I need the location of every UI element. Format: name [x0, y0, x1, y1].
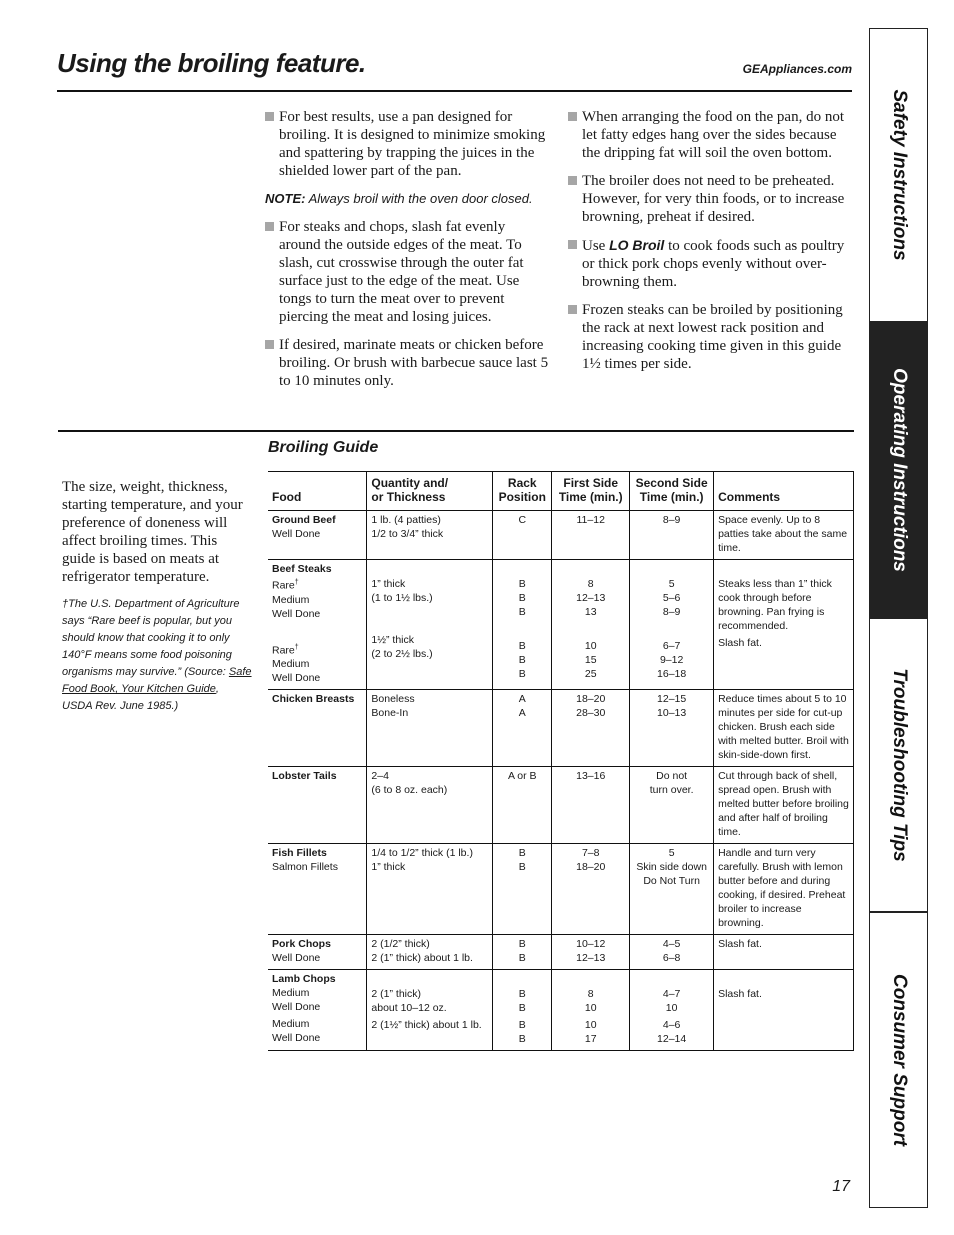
page-title: Using the broiling feature. — [57, 48, 366, 78]
tip-item: For best results, use a pan designed for broiling. It is designed to minimize smoking and spattering by trapping the juices in the shielded lower part of the pan. — [265, 108, 550, 180]
section-sidebar — [869, 28, 928, 1208]
tip-item: Frozen steaks can be broiled by positioning the rack at next lowest rack position and increasing cooking time given in this guide 1½ times per side. — [568, 301, 853, 373]
table-row: Ground Beef Well Done 1 lb. (4 patties) 1/2 to 3/4” thick C 11–12 8–9 Space evenly. Up to 8 patties take about the same time. — [268, 511, 854, 560]
table-header-row — [268, 472, 854, 511]
header-rule — [57, 90, 852, 92]
page-number: 17 — [832, 1178, 850, 1195]
header-comments: Comments — [714, 472, 854, 511]
tip-item: When arranging the food on the pan, do not let fatty edges hang over the sides because the dripping fat will soil the oven bottom. — [568, 108, 853, 162]
bullet-square-icon — [568, 176, 577, 185]
table-row: Lobster Tails 2–4 (6 to 8 oz. each) A or B 13–16 Do not turn over. Cut through back of shell, spread open. Brush with melted butter before broiling and after half of broiling time. — [268, 767, 854, 844]
section-rule — [58, 430, 854, 432]
bullet-square-icon — [265, 340, 274, 349]
website-link[interactable]: GEAppliances.com — [742, 62, 852, 76]
table-row: Lamb Chops Medium Well Done Medium Well Done 2 (1” thick) about 10–12 oz. 2 (1½” thick) about 1 lb. B B B B 8 10 10 17 4–7 10 4–6 12–14 Slash fat. — [268, 970, 854, 1051]
tips-column-1 — [265, 108, 550, 400]
tips-column-2 — [568, 108, 853, 383]
lo-broil-label: LO Broil — [609, 237, 665, 253]
header-quantity: Quantity and/ or Thickness — [367, 472, 493, 511]
broiling-guide-title: Broiling Guide — [268, 439, 379, 456]
table-row: Beef Steaks Rare† Medium Well Done Rare† Medium Well Done 1” thick (1 to 1½ lbs.) 1½” thick (2 to 2½ lbs.) B B B B B B 8 12–13 13 10 15 25 5 5–6 8–9 6–7 9–12 16–18 Steaks less than 1” thick cook through before browning. Pan frying is recommended. Slash fat. — [268, 560, 854, 690]
guide-intro: The size, weight, thickness, starting temperature, and your preference of doneness will affect broiling times. This guide is based on meats at refrigerator temperature. — [62, 479, 243, 585]
bullet-square-icon — [568, 305, 577, 314]
tab-troubleshooting-tips[interactable]: Troubleshooting Tips — [888, 668, 910, 862]
bullet-square-icon — [568, 240, 577, 249]
table-row: Chicken Breasts Boneless Bone-In A A 18–20 28–30 12–15 10–13 Reduce times about 5 to 10 minutes per side for cut-up chicken. Brush each side with melted butter. Broil with skin-side-down first. — [268, 690, 854, 767]
tab-operating-instructions[interactable]: Operating Instructions — [870, 323, 927, 617]
header-rack: Rack Position — [493, 472, 552, 511]
table-row: Pork Chops Well Done 2 (1/2” thick) 2 (1” thick) about 1 lb. B B 10–12 12–13 4–5 6–8 Slash fat. — [268, 935, 854, 970]
tab-consumer-support[interactable]: Consumer Support — [888, 973, 910, 1147]
tip-item: If desired, marinate meats or chicken before broiling. Or brush with barbecue sauce last 5 to 10 minutes only. — [265, 336, 550, 390]
note: NOTE: Always broil with the oven door closed. — [265, 191, 533, 206]
tab-safety-instructions[interactable]: Safety Instructions — [888, 89, 910, 261]
table-row: Fish Fillets Salmon Fillets 1/4 to 1/2” thick (1 lb.) 1” thick B B 7–8 18–20 5 Skin side down Do Not Turn Handle and turn very carefully. Brush with lemon butter before and during cooking, if desired. Preheat broiler to increase browning. — [268, 844, 854, 935]
bullet-square-icon — [265, 112, 274, 121]
tip-item: The broiler does not need to be preheated. However, for very thin foods, or to increase browning, preheat if desired. — [568, 172, 853, 226]
footnote: †The U.S. Department of Agriculture says “Rare beef is popular, but you should know that cooking it to only 140°F means some food poisoning organisms may survive.” (Source: Safe Food Book, Your Kitchen Guide, USDA Rev. June 1985.) — [62, 598, 252, 712]
header-food: Food — [268, 472, 367, 511]
header-first-side: First Side Time (min.) — [552, 472, 630, 511]
bullet-square-icon — [265, 222, 274, 231]
tip-item: For steaks and chops, slash fat evenly around the outside edges of the meat. To slash, cut crosswise through the outer fat surface just to the edge of the meat. Use tongs to turn the meat over to prevent piercing the meat and losing juices. — [265, 218, 550, 326]
broiling-guide-table — [268, 471, 854, 1051]
bullet-square-icon — [568, 112, 577, 121]
tip-item: Use LO Broil to cook foods such as poultry or thick pork chops evenly without over-browning them. — [568, 236, 853, 291]
header-second-side: Second Side Time (min.) — [630, 472, 714, 511]
